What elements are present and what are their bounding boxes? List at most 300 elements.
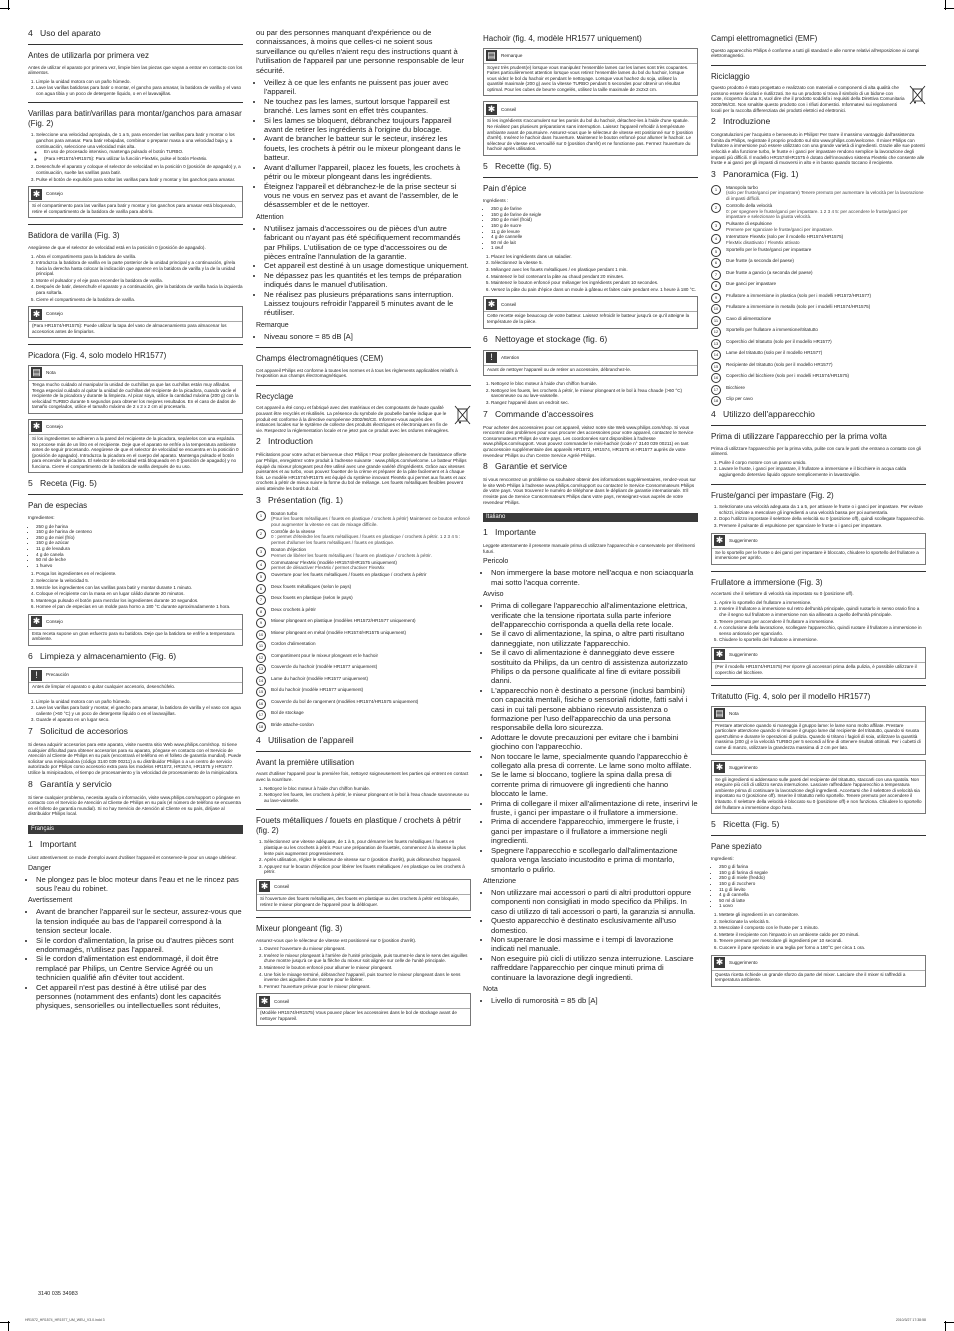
part-number: 7 — [711, 270, 721, 280]
part-number: 10 — [256, 630, 266, 640]
part-title: Recipiente del tritatutto (solo per il modello HR1577) — [726, 361, 833, 367]
it-important-heading: 1 Importante — [483, 527, 537, 538]
part-title: Deux fouets métalliques (selon le pays) — [271, 583, 352, 589]
divider — [28, 102, 243, 103]
step: 3. Monte el pulsador y el eje para encender la batidora de varilla. — [36, 278, 243, 284]
note-icon: ▤ — [715, 708, 724, 719]
column-4 — [711, 28, 926, 992]
it-blender-intro: Accertarsi che il selettore di velocità sia impostato su 0 (posizione off). — [711, 591, 854, 597]
column-3 — [483, 28, 698, 1008]
part-number: 1 — [711, 185, 721, 195]
list-item: • 1 œuf — [491, 245, 698, 251]
fr-remark-list — [256, 332, 471, 341]
part-title: Lame del tritatutto (solo per il modello HR1577) — [726, 350, 823, 356]
list-item: • 250 g de miel (froid) — [491, 217, 698, 223]
part-item — [711, 373, 926, 383]
list-item: • 11 g de levure — [491, 229, 698, 235]
part-text — [726, 281, 926, 291]
divider — [28, 494, 243, 495]
tip-box — [711, 647, 926, 679]
es-warranty-heading: 8 Garantía y servicio — [28, 778, 112, 789]
part-title: Contrôle de la vitesse — [271, 528, 316, 534]
it-important-intro: Leggete attentamente il presente manuale prima di utilizzare l'apparecchio e conservatelo per riferimenti futuri. — [483, 543, 695, 554]
list-item: • 1 huevo — [36, 563, 243, 569]
tip-label: Conseil — [501, 106, 517, 112]
part-text — [726, 373, 926, 383]
part-item — [256, 722, 471, 732]
list-item: • Ne plongez pas le bloc moteur dans l'eau et ne le rincez pas sous l'eau du robinet. — [36, 875, 243, 894]
step: 2. Nettoyez les fouets, les crochets à pétrir, le mixeur plongeant et le bol à l'eau chaude savonneuse ou au lave-vaisselle. — [264, 792, 471, 803]
note-text: Tenga mucho cuidado al manipular la unidad de cuchillas ya que las cuchillas están muy afiladas. Tenga especial cuidado al quitar la unidad de cuchillas del recipiente de la picadora, cuando vacíe el recipiente de la picadora y durante la limpieza. Al picar soya, utilice la cantidad máxima (200 g) con la velocidad TURBO durante 5 segundos para obtener los mejores resultados. En el caso de dados de tamaño congelados, utilice el tamaño máximo de 2 x 2 x 2 cm al procesarlo. — [29, 380, 242, 413]
step: 1. Selezionate una velocità adeguata da 1 a 5, per attivare le fruste o i ganci per impastare. Per evitare schizzi, iniziate a mescolare gli ingredienti a una velocità bassa per poi aumentarla. — [719, 504, 926, 515]
step: 2. Inserire il frullatore a immersione sul retro dell'unità principale, quindi ruotarlo in senso orario fino a che il segno sul frullatore a immersione non sia allineato a quello dell'unità principale. — [719, 606, 926, 617]
list-item: 6. Hornee el pan de especias en un molde para horno a 180 °C durante aproximadamente 1 hora. — [36, 604, 243, 610]
list-item: 2. Selezionate la velocità 5. — [719, 919, 926, 925]
step: 1. Abra el compartimento para la batidora de varilla. — [36, 254, 243, 260]
tip-text: Esta receta supone un gran esfuerzo para su batidora. Deje que la batidora se enfríe a temperatura ambiente. — [29, 629, 242, 645]
list-item: • 150 g de harina de centeno — [36, 529, 243, 535]
tip-icon: ✱ — [32, 616, 41, 627]
part-text — [726, 362, 926, 372]
it-warning-heading: Avviso — [483, 591, 504, 599]
list-item: 3. Mezcle los ingredientes con las varillas para batir y montar durante 1 minuto. — [36, 585, 243, 591]
caution-icon: ! — [486, 352, 497, 363]
list-item: • 50 ml de lait — [491, 240, 698, 246]
part-text — [726, 293, 926, 303]
fr-intro-heading: 2 Introduction — [256, 436, 313, 447]
it-caution-heading: Attenzione — [483, 877, 517, 885]
list-item: • 250 g di miele (freddo) — [719, 875, 926, 881]
list-item: • 150 g de farine de seigle — [491, 212, 698, 218]
fr-chopper-heading: Hachoir (fig. 4, modèle HR1577 uniquement) — [483, 34, 642, 43]
part-description: (Pour les fouets métalliques / fouets en plastique / crochets à pétrir) Maintenez ce bouton enfoncé pour augmenter la vitesse en cas de mixage difficile. — [271, 516, 470, 527]
part-title: Lame du hachoir (modèle HR1577 uniquement) — [271, 675, 369, 681]
step: 2. Nettoyez les fouets, les crochets à pétrir, le mixeur plongeant et le bol à l'eau chaude (>60 °C) savonneuse ou au lave-vaisselle. — [491, 388, 698, 399]
list-item: • Non utilizzare mai accessori o parti di altri produttori oppure componenti non consigliati in modo specifico da Philips. In caso di utilizzo di tali accessori o parti, la garanzia si annulla. — [491, 888, 698, 916]
note-icon: ▤ — [487, 50, 496, 60]
tip-text: Cette recette exige beaucoup de votre batteur. Laissez refroidir le batteur jusqu'à ce qu'il atteigne la température de la pièce. — [484, 311, 697, 327]
fr-recipe-steps — [483, 254, 698, 293]
it-recycle-row — [711, 85, 926, 116]
es-before-first-use-intro: Antes de utilizar el aparato por primera vez, limpie bien las piezas que vayan a entrar en contacto con los alimentos. — [28, 64, 243, 76]
part-item — [711, 203, 926, 220]
part-title: Manopola turbo — [726, 184, 758, 190]
list-item: 6. Cuocere il pane speziato in una teglia per forno a 180°C per circa 1 ora. — [719, 945, 926, 951]
list-item: • 11 g de levadura — [36, 546, 243, 552]
step: 2. Lavare le fruste, i ganci per impastare, il frullatore a immersione e il bicchiere in acqua calda aggiungendo detersivo liquido oppure semplicemente in lavastoviglie. — [719, 466, 926, 477]
tip-text: Se lo sportello per le fruste o dei ganci per impastare è bloccato, chiudere lo sportello del frullatore a immersione per aprirlo. — [712, 548, 925, 564]
list-item: • 11 g di lievito — [719, 887, 926, 893]
part-number: 17 — [256, 710, 266, 720]
caution-box — [483, 350, 698, 377]
tip-box — [256, 993, 471, 1025]
part-text — [726, 396, 926, 406]
note-label: Nota — [46, 370, 56, 376]
part-title: Cavo di alimentazione — [726, 315, 772, 321]
es-accessories-heading: 7 Solicitud de accesorios — [28, 726, 128, 737]
it-sponge-heading: Pane speziato — [711, 842, 762, 852]
list-item: • 150 g de sucre — [491, 223, 698, 229]
part-number: 6 — [711, 258, 721, 268]
part-text — [271, 653, 471, 663]
list-item: 4. Coloque el recipiente con la masa en un lugar cálido durante 20 minutos. — [36, 591, 243, 597]
list-item: • Veillez à ce que les enfants ne puissent pas jouer avec l'appareil. — [264, 78, 471, 97]
part-text — [726, 350, 926, 360]
caution-text: Antes de limpiar el aparato o quitar cualquier accesorio, desenchúfelo. — [29, 682, 242, 693]
part-item — [256, 687, 471, 697]
part-item — [256, 511, 471, 528]
part-number: 4 — [256, 560, 266, 570]
part-title: Deux crochets à pétrir — [271, 606, 316, 612]
list-item: 5. Tenere premuto per mescolare gli ingredienti per 10 secondi. — [719, 938, 926, 944]
list-item: • Se il cavo di alimentazione, la spina, o altre parti risultano danneggiate, non utilizzate l'apparecchio. — [491, 629, 698, 648]
list-item: • Livello di rumorosità = 85 db [A] — [491, 996, 698, 1005]
tip-icon: ✱ — [715, 957, 724, 968]
divider — [28, 344, 243, 345]
list-item: • Cet appareil n'est pas destiné à être utilisé par des personnes (notamment des enfants) dont les capacités physiques, sensorielles ou intellectuelles sont réduites, — [36, 983, 243, 1011]
part-description: (solo per fruste/ganci per impastare) Tenere premuto per aumentare la velocità per la lavorazione di impasti difficili. — [726, 190, 924, 201]
fr-important-heading: 1 Important — [28, 838, 77, 849]
step: 3. Guarde el aparato en un lugar seco. — [36, 717, 243, 723]
tip-icon: ✱ — [260, 881, 269, 892]
ingredients-label: Ingredientes: — [28, 514, 55, 520]
part-title: Bride attache-cordon — [271, 721, 314, 727]
fr-warranty-text: Si vous rencontrez un problème ou souhaitez obtenir des informations supplémentaires, rendez-vous sur le site Web Philips à l'adresse www.philips.com/support ou contactez le Service Consommateurs Philips de votre pays. Vous trouverez le numéro de téléphone dans le dépliant de garantie internationale. S'il n'existe pas de Service Consommateurs Philips dans votre pays, renseignez-vous auprès de votre revendeur Philips. — [483, 477, 696, 505]
substep: ◦ (Para HR1574/HR1575): Para utilizar la función FlexMix, pulse el botón FlexMix. — [44, 156, 243, 162]
tip-label: Suggerimento — [729, 959, 758, 965]
divider — [28, 44, 243, 45]
part-title: Due fruste (a seconda del paese) — [726, 258, 794, 264]
part-text — [271, 722, 471, 732]
it-overview-heading: 3 Panoramica (Fig. 1) — [711, 168, 799, 179]
crop-mark — [8, 0, 9, 10]
tip-box — [483, 101, 698, 156]
fr-whisks-heading: Fouets métalliques / fouets en plastique / crochets à pétrir (fig. 2) — [256, 816, 461, 835]
part-title: Due ganci per impastare — [726, 281, 777, 287]
part-title: Cordon d'alimentation — [271, 641, 316, 647]
divider — [256, 809, 471, 810]
part-number: 4 — [711, 234, 721, 244]
part-number: 11 — [256, 641, 266, 651]
note-box — [483, 48, 698, 97]
part-title: Bol de stockage — [271, 710, 304, 716]
es-cleaning-heading: 6 Limpieza y almacenamiento (Fig. 6) — [28, 651, 177, 662]
list-item: 1. Mettete gli ingredienti in un contenitore. — [719, 912, 926, 918]
part-item — [711, 221, 926, 232]
part-item — [256, 664, 471, 674]
part-item — [256, 710, 471, 720]
tip-icon: ✱ — [715, 762, 724, 773]
part-text — [726, 185, 926, 202]
step: 3. Premere il pulsante di espulsione per sganciare le fruste o i ganci per impastare. — [719, 523, 926, 529]
it-whisks-steps — [711, 504, 926, 528]
fr-cleaning-steps — [483, 381, 698, 405]
ingredients-label: Ingrédients : — [483, 197, 509, 203]
step: 5. Chiudere lo sportello del frullatore a immersione. — [719, 637, 926, 643]
part-title: Mixeur plongeant en plastique (modèles HR1572/HR1577 uniquement) — [271, 618, 416, 624]
fr-warranty-heading: 8 Garantie et service — [483, 461, 568, 472]
tip-text: (Per il modello HR1574/HR1575) Per riporre gli accessori prima della pulizia, è possibile utilizzare il coperchio del bicchiere. — [712, 662, 925, 678]
part-text — [726, 258, 926, 268]
part-text — [271, 641, 471, 651]
part-text — [726, 385, 926, 395]
tip-text: Si el compartimento para las varillas para batir y montar y los ganchos para amasar está bloqueado, retire el compartimento de la batidora de varilla para abrirlo. — [29, 201, 242, 217]
part-number: 6 — [256, 584, 266, 594]
step: 2. Lave las varillas para batir y montar, el gancho para amasar, la batidora de varilla y el vaso con agua caliente (>60 °C) y un poco de detergente líquido o en el lavavajillas. — [36, 705, 243, 716]
crop-mark — [945, 0, 946, 10]
es-accessories-text: Si desea adquirir accesorios para este aparato, visite nuestra sitio Web www.philips.com/shop. Si tiene cualquier dificultad para obtener accesorios para su aparato, póngase en contacto con el Servicio de Atención al Cliente de Philips en su país (encontrará el teléfono en el folleto de garantía mundial). Puede solicitar una minipicadora (código 3140 039 00211) a su distribuidor Philips o a un centro de servicio autorizado por Philips como accesorio extra para los modelos HR1572, HR1574, HR1575 y HR1577. Utilice la minipicadora, el tiempo de procesamiento y la velocidad de procesamiento de la minipicadora. — [28, 742, 242, 775]
part-title: Frullatore a immersione in metallo (solo per i modelli HR1574/HR1575) — [726, 304, 871, 310]
it-danger-list — [483, 568, 698, 587]
part-text — [726, 304, 926, 314]
part-description: 0: per spegnere le fruste/ganci per impastare. 1 2 3 4 5: per accendere le fruste/ganci per impastare e selezionare la giusta velocità. — [726, 208, 908, 220]
part-title: Bicchiere — [726, 384, 745, 390]
part-text — [271, 710, 471, 720]
fr-blender-intro: Assurez-vous que le sélecteur de vitesse est positionné sur 0 (position d'arrêt). — [256, 937, 417, 943]
part-text — [726, 221, 926, 232]
fr-cleaning-heading: 6 Nettoyage et stockage (fig. 6) — [483, 333, 608, 344]
list-item: • Spegnere l'apparecchio e scollegarlo dall'alimentazione qualora venga lasciato incustodito e prima di montarlo, smontarlo o pulirlo. — [491, 846, 698, 874]
tip-label: Consejo — [46, 311, 63, 317]
step: 1. Nettoyez le bloc moteur à l'aide d'un chiffon humide. — [264, 786, 471, 792]
fr-warning-heading: Avertissement — [28, 897, 73, 905]
tip-box — [711, 533, 926, 565]
list-item: • Non superare le dosi massime e i tempi di lavorazione indicati nel manuale. — [491, 935, 698, 954]
list-item: • Avant de brancher le batteur sur le secteur, insérez les fouets, les crochets à pétrir ou le mixeur plongeant dans le batteur. — [264, 134, 471, 162]
tip-icon: ✱ — [32, 188, 41, 199]
tip-box — [28, 419, 243, 474]
divider — [256, 751, 471, 752]
part-item — [711, 304, 926, 314]
list-item: • Questo apparecchio è destinato esclusivamente all'uso domestico. — [491, 916, 698, 935]
caution-label: Attention — [501, 354, 520, 360]
tip-box — [28, 306, 243, 338]
list-item: • 4 g di cannella — [719, 892, 926, 898]
tip-box — [28, 614, 243, 646]
part-title: Bouton turbo — [271, 510, 298, 516]
part-number: 3 — [711, 221, 721, 231]
part-number: 15 — [711, 362, 721, 372]
step: 3. Appuyez sur le bouton d'éjection pour libérer les fouets métalliques / en plastique ou les crochets à pétrir. — [264, 864, 471, 875]
part-text — [271, 560, 471, 571]
part-number: 17 — [711, 385, 721, 395]
list-item: • Prima di collegare il mixer all'alimentazione di rete, inserirvi le fruste, i ganci per impastare o il frullatore a immersione. — [491, 799, 698, 818]
tip-label: Suggerimento — [729, 652, 758, 658]
fr-recycle-row — [256, 405, 471, 436]
tip-icon: ✱ — [715, 535, 724, 545]
column-1 — [28, 28, 243, 1014]
part-title: Mixeur plongeant en métal (modèle HR1574/HR1575 uniquement) — [271, 629, 407, 635]
tip-label: Conseil — [274, 884, 290, 890]
step: 1. Limpie la unidad motora con un paño húmedo. — [36, 699, 243, 705]
part-title: Frullatore a immersione in plastica (solo per i modelli HR1572/HR1577) — [726, 292, 872, 298]
tip-icon: ✱ — [32, 421, 41, 432]
part-text — [271, 699, 471, 709]
it-parts-list — [711, 185, 926, 406]
tip-icon: ✱ — [487, 298, 496, 309]
list-item: • Ne dépassez pas les quantités et les temps de préparation indiqués dans le manuel d'utilisation. — [264, 271, 471, 290]
fr-recycle-text: Cet appareil a été conçu et fabriqué avec des matériaux et des composants de haute qualité pouvant être recyclés et réutilisés. La présence du symbole de poubelle barrée indique que le produit est conforme à la directive européenne 2002/96/CE. Informez-vous auprès des instances locales sur le système de collecte des produits électriques et électroniques en fin de vie. Respectez la réglementation locale et ne jetez pas ce produit avec les ordures ménagères. — [256, 405, 450, 433]
list-item: 5. Mantenga pulsado el botón para mezclar los ingredientes durante 10 segundos. — [36, 598, 243, 604]
divider — [28, 224, 243, 225]
list-item: 1. Placez les ingrédients dans un saladier. — [491, 254, 698, 260]
step: 2. Après utilisation, réglez le sélecteur de vitesse sur 0 (position d'arrêt), puis débranchez l'appareil. — [264, 857, 471, 863]
it-blender-steps — [711, 600, 926, 643]
es-blender-intro: Asegúrese de que el selector de velocidad está en la posición 0 (posición de apagado). — [28, 244, 206, 250]
it-use-heading: 4 Utilizzo dell'apparecchio — [711, 409, 815, 420]
step: 5. Cierre el compartimento de la batidora de varilla. — [36, 297, 243, 303]
list-item: • Si le cordon d'alimentation est endommagé, il doit être remplacé par Philips, un Centre Service Agréé ou un technicien qualifié afin d'éviter tout accident. — [36, 954, 243, 982]
it-emf-heading: Campi elettromagnetici (EMF) — [711, 34, 818, 43]
part-item — [711, 385, 926, 395]
fr-warning-list — [28, 907, 243, 1010]
part-text — [726, 270, 926, 280]
fr-parts-list — [256, 511, 471, 732]
fr-emf-heading: Champs électromagnétiques (CEM) — [256, 354, 384, 364]
divider — [711, 484, 926, 485]
part-description: Permet de libérer les fouets métalliques / fouets en plastique / crochets à pétrir. — [271, 552, 432, 558]
step: 3. Rangez l'appareil dans un endroit sec. — [491, 400, 698, 406]
part-item — [711, 293, 926, 303]
step: 2. Introduzca la batidora de varilla en la parte posterior de la unidad principal y a continuación, gírela hacia la derecha hasta colocar la indicación que aparece en la batidora de varilla y la de la unidad principal. — [36, 260, 243, 277]
it-recycle-heading: Riciclaggio — [711, 71, 750, 81]
tip-text: Se gli ingredienti si addensano sulle pareti del recipiente del tritatutto, staccarli con una spatola. Non eseguire più cicli di utilizzo senza interruzione. Lasciare raffreddare l'apparecchio a temperatura ambiente prima di continuare la lavorazione degli ingredienti. Accertarsi che il selettore di velocità sia impostato su 0 (posizione off). Inserire il tritatutto nello sportello. Tenere premuto per accendere il tritatutto. Il selettore della velocità è bloccato su 0 (posizione off) e non funziona. Chiudere lo sportello del frullatore a immersione dopo l'uso. — [712, 775, 925, 814]
part-number: 13 — [711, 339, 721, 349]
note-box — [28, 365, 243, 414]
step: 2. Dopo l'utilizzo impostate il selettore della velocità su 0 (posizione off), quindi scollegate l'apparecchio. — [719, 516, 926, 522]
caution-icon: ! — [31, 670, 42, 681]
crop-mark — [8, 1321, 9, 1331]
fr-accessories-text: Pour acheter des accessoires pour cet appareil, visitez notre site Web www.philips.com/shop. Si vous rencontrez des problèmes pour vous procurer des accessoires pour votre appareil, contactez le Service Consommateurs Philips de votre pays. Les coordonnées sont disponibles à l'adresse www.philips.com/support. Vous pouvez commander le mini-hachoir (code n° 3140 039 00211) en tant qu'accessoire supplémentaire des appareils HR1572, HR1574, HR1575 et HR1577 auprès de votre revendeur Philips ou d'un Centre Service Agréé Philips. — [483, 424, 694, 458]
part-title: Controllo della velocità — [726, 203, 773, 208]
step: 1. Nettoyez le bloc moteur à l'aide d'un chiffon humide. — [491, 381, 698, 387]
fr-remark-heading: Remarque — [256, 321, 289, 329]
list-item: 2. Seleccione la velocidad 5. — [36, 578, 243, 584]
list-item: • Niveau sonore = 85 dB [A] — [264, 332, 471, 341]
part-item — [256, 584, 471, 594]
it-chopper-heading: Tritatutto (Fig. 4, solo per il modello HR1577) — [711, 692, 871, 702]
substep: ◦ En uso de procesado intensivo, mantenga pulsado el botón TURBO. — [44, 149, 243, 155]
tip-box — [711, 760, 926, 815]
part-title: Bouton d'éjection — [271, 547, 307, 553]
part-item — [711, 339, 926, 349]
tip-icon: ✱ — [487, 103, 496, 114]
part-item — [711, 350, 926, 360]
list-item: 3. Mescolate il composto con le fruste per 1 minuto. — [719, 925, 926, 931]
part-number: 8 — [711, 281, 721, 291]
it-recycle-text: Questo prodotto è stato progettato e realizzato con materiali e componenti di alta qualità che possono essere riciclati e riutilizzati. Se su un prodotto si trova il simbolo di un bidone con ruote, ricoperto da una X, vuol dire che il prodotto soddisfa i requisiti della Direttiva Comunitaria 2002/96/CE. Non smaltite questo prodotto con i rifiuti domestici. Informatevi sui regolamenti locali per la raccolta differenziata dei prodotti elettrici ed elettronici. — [711, 85, 905, 113]
part-text — [271, 595, 471, 605]
part-number: 16 — [711, 373, 721, 383]
tip-text: Si l'ouverture des fouets métalliques, des fouets en plastique ou des crochets à pétrir est bloquée, retirez le mixeur plongeant de l'appareil pour la débloquer. — [257, 894, 470, 910]
tip-text: Si los ingredientes se adhieren a la pared del recipiente de la picadora, sepárelos con una espátula. No procese más de un litro en el recipiente. Deje que el aparato se enfríe a la temperatura ambiente antes de seguir procesando. Asegúrese de que el selector de velocidad se encuentra en la posición 0 (posición de apagado). Introduzca la picadora en el cuerpo del aparato. Mantenga pulsado el botón para encender la picadora. El selector de velocidad está bloqueado en 0 (posición de apagado) y no funciona. Cierre el compartimento de la batidora de varilla después de su uso. — [29, 434, 242, 473]
part-description: Premere per sganciare le fruste/ganci per impastare. — [726, 226, 834, 232]
list-item: • L'apparecchio non è destinato a persone (inclusi bambini) con capacità mentali, fisiche o sensoriali ridotte, fatti salvi i casi in cui tali persone abbiano ricevuto assistenza o formazione per l'uso dell'apparecchio da una persona responsabile della loro sicurezza. — [491, 686, 698, 733]
part-text — [271, 511, 471, 528]
note-label: Remarque — [501, 52, 523, 58]
part-number: 15 — [256, 687, 266, 697]
part-number: 18 — [256, 722, 266, 732]
part-text — [726, 316, 926, 326]
caution-label: Precaución — [46, 672, 69, 678]
note-icon: ▤ — [32, 367, 41, 378]
part-item — [711, 281, 926, 291]
part-number: 12 — [711, 327, 721, 337]
part-title: Sportello per frullatore a immersione/tritatutto — [726, 327, 818, 333]
step: 3. Pulse el botón de expulsión para soltar las varillas para batir y montar y los ganchos para amasar. — [36, 177, 243, 183]
part-item — [256, 618, 471, 628]
list-item: • Si le cordon d'alimentation, la prise ou d'autres pièces sont endommagés, n'utilisez pas l'appareil. — [36, 936, 243, 955]
part-title: Couvercle du bol de rangement (modèles HR1574/HR1575 uniquement) — [271, 698, 419, 704]
list-item: • 250 g de harina — [36, 524, 243, 530]
es-whisks-heading: Varillas para batir/varillas para montar/ganchos para amasar (Fig. 2) — [28, 109, 242, 128]
tip-label: Conseil — [274, 998, 290, 1004]
part-title: Commutateur FlexMix (modèle HR1574/HR1575 uniquement) — [271, 559, 397, 565]
step: 3. Maintenez le bouton enfoncé pour allumer le mixeur plongeant. — [264, 965, 471, 971]
part-text — [271, 584, 471, 594]
tip-label: Suggerimento — [729, 537, 758, 543]
list-item: 6. Versez la pâte du pain d'épice dans un moule à gâteau et faites cuire pendant env. 1 heure à 180 °C. — [491, 287, 698, 293]
fr-blender-steps — [256, 946, 471, 989]
part-number: 8 — [256, 607, 266, 617]
es-before-first-use-heading: Antes de utilizarla por primera vez — [28, 51, 149, 60]
substeps — [36, 149, 243, 161]
it-note-heading: Nota — [483, 985, 498, 993]
fr-before-first-use-steps — [256, 786, 471, 804]
list-item: 4. Maintenez le bol contenant la pâte au chaud pendant 20 minutes. — [491, 274, 698, 280]
fr-overview-heading: 3 Présentation (fig. 1) — [256, 494, 343, 505]
fr-whisks-steps — [256, 839, 471, 875]
step: 2. Insérez le mixeur plongeant à l'arrière de l'unité principale, puis tournez-le dans le sens des aiguilles d'une montre jusqu'à ce que la flèche du mixeur soit alignée sur celle de l'unité principale. — [264, 953, 471, 964]
part-item — [711, 327, 926, 337]
list-item: • 50 ml de leche — [36, 557, 243, 563]
part-title: Compartiment pour le mixeur plongeant et le hachoir — [271, 652, 378, 658]
tip-icon: ✱ — [32, 308, 41, 319]
es-blender-steps — [28, 254, 243, 303]
tip-label: Consejo — [46, 619, 63, 625]
step: 1. Sélectionnez une vitesse adéquate, de 1 à 5, pour démarrer les fouets métalliques / fouets en plastique ou les crochets à pétrir. Pour une préparation de fouettés, commencez à la vitesse la plus lente puis augmentez progressivement. — [264, 839, 471, 856]
part-number: 2 — [256, 529, 266, 539]
part-number: 1 — [256, 511, 266, 521]
it-blender-heading: Frullatore a immersione (Fig. 3) — [711, 577, 823, 587]
list-item: • 250 g de miel (frío) — [36, 535, 243, 541]
divider — [711, 835, 926, 836]
tip-box — [711, 955, 926, 987]
part-text — [271, 687, 471, 697]
es-blender-heading: Batidora de varilla (Fig. 3) — [28, 231, 120, 241]
list-item: • Ne réalisez pas plusieurs préparations sans interruption. Laissez toujours refroidir l'appareil 5 minutes avant de le réutiliser. — [264, 290, 471, 318]
list-item: 5. Maintenez le bouton enfoncé pour mélanger les ingrédients pendant 10 secondes. — [491, 280, 698, 286]
list-item: • Avant d'allumer l'appareil, placez les fouets, les crochets à pétrir ou le mixeur plongeant dans les ingrédients. — [264, 163, 471, 182]
step: 2. Desenchufe el aparato y coloque el selector de velocidad en la posición 0 (posición de apagado) y, a continuación, suelte las varillas para batir. — [36, 164, 243, 175]
part-title: Deux fouets en plastique (selon le pays) — [271, 595, 353, 601]
part-number: 9 — [256, 618, 266, 628]
list-item: • Se il cavo di alimentazione è danneggiato deve essere sostituito da Philips, da un centro di assistenza autorizzato Philips o da persone qualificate al fine di evitare possibili danni. — [491, 648, 698, 686]
part-text — [271, 607, 471, 617]
part-text — [726, 234, 926, 245]
part-text — [726, 247, 926, 257]
list-item: 2. Sélectionnez la vitesse 5. — [491, 260, 698, 266]
step: 1. Seleccione una velocidad apropiada, de 1 a 5, para encender las varillas para batir y montar o los ganchos para amasar. Para batir rebajadas, combinar o preparar masa a una velocidad baja y, a continuación, seleccione una velocidad más alta. ◦ En uso de procesado intensivo, mantenga pulsado el botón TURBO. ◦ (Para HR1574/HR1575): Para utilizar la función FlexMix, pulse el botón FlexMix. — [36, 132, 243, 161]
part-item — [711, 362, 926, 372]
part-title: Ouverture pour les fouets métalliques / fouets en plastique / crochets à pétrir — [271, 572, 427, 578]
list-item: • 250 g di farina — [719, 864, 926, 870]
part-number: 7 — [256, 595, 266, 605]
divider — [711, 571, 926, 572]
it-note-list — [483, 996, 698, 1005]
it-intro-heading: 2 Introduzione — [711, 116, 771, 127]
note-text: Prestare attenzione quando si maneggia il gruppo lame: le lame sono molto affilate. Prestare particolare attenzione quando si rimuove il gruppo lame dal recipiente del tritatutto, quando si svuota quest'ultimo e durante le operazioni di pulizia. Quando si tritano i fagioli di soia, utilizzare la quantità massima (200 g) e la velocità TURBO per 5 secondi al fine di ottenere risultati ottimali. Per i cubetti di carne di manzo, utilizzare la grandezza massima di 2 cm per lato. — [712, 721, 925, 754]
